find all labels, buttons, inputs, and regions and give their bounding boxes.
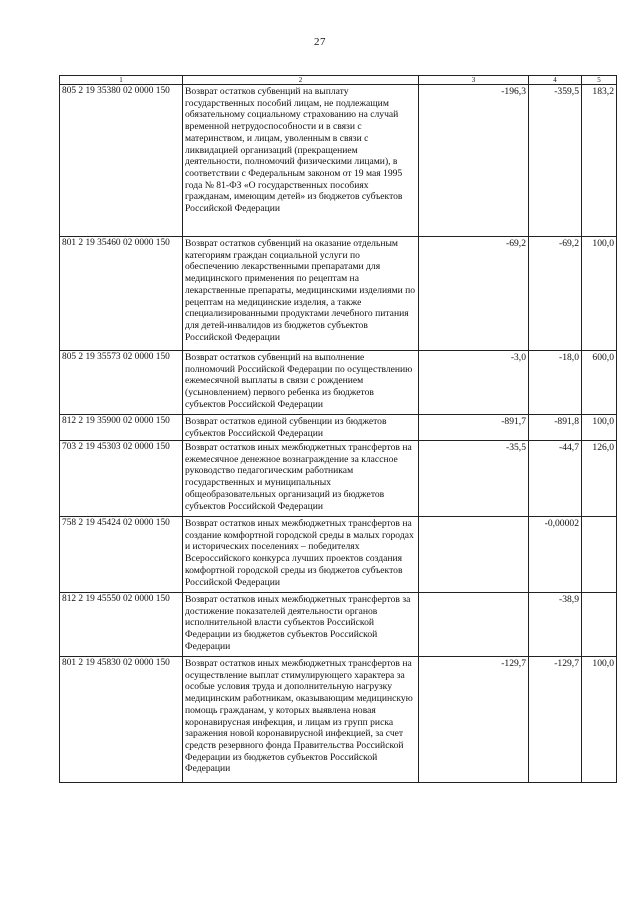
budget-code-cell: 801 2 19 35460 02 0000 150: [60, 237, 183, 351]
table-row: [60, 85, 617, 237]
table-row: [60, 441, 617, 517]
header-row: [60, 76, 617, 85]
percent-cell-col5: 600,0: [582, 351, 617, 415]
value-cell-col4: -44,7: [529, 441, 582, 517]
budget-table: [59, 75, 617, 783]
value-cell-col3: -196,3: [419, 85, 529, 237]
revenue-name-cell: Возврат остатков субвенций на выполнение полномочий Российской Федерации по осуществлению ежемесячной выплаты в связи с рождением (усыновлением) первого ребенка из бюджетов субъектов Российской Федерации: [183, 351, 419, 415]
revenue-name-cell: Возврат остатков иных межбюджетных трансфертов на создание комфортной городской среды в малых городах и исторических поселениях – победителях Всероссийского конкурса лучших проектов создания комфортной городской среды из бюджетов субъектов Российской Федерации: [183, 517, 419, 593]
value-cell-col3: -69,2: [419, 237, 529, 351]
revenue-name-cell: Возврат остатков иных межбюджетных трансфертов на осуществление выплат стимулирующего характера за особые условия труда и дополнительную нагрузку медицинским работникам, оказывающим медицинскую помощь гражданам, у которых выявлена новая коронавирусная инфекция, и лицам из групп риска заражения новой коронавирусной инфекцией, за счет средств резервного фонда Правительства Российской Федерации из бюджетов субъектов Российской Федерации: [183, 657, 419, 783]
column-header-5: 5: [582, 76, 617, 85]
revenue-name-cell: Возврат остатков субвенций на оказание отдельным категориям граждан социальной услуги по обеспечению лекарственными препаратами для медицинского применения по рецептам на лекарственные препараты, медицинскими изделиями по рецептам на медицинские изделия, а также специализированными продуктами лечебного питания для детей-инвалидов из бюджетов субъектов Российской Федерации: [183, 237, 419, 351]
budget-code-cell: 812 2 19 45550 02 0000 150: [60, 593, 183, 657]
value-cell-col4: -0,00002: [529, 517, 582, 593]
percent-cell-col5: 126,0: [582, 441, 617, 517]
table-row: [60, 657, 617, 783]
value-cell-col3: -129,7: [419, 657, 529, 783]
revenue-name-cell: Возврат остатков иных межбюджетных трансфертов на ежемесячное денежное вознаграждение за классное руководство педагогическим работникам государственных и муниципальных общеобразовательных организаций из бюджетов субъектов Российской Федерации: [183, 441, 419, 517]
value-cell-col3: -891,7: [419, 415, 529, 441]
revenue-name-cell: Возврат остатков единой субвенции из бюджетов субъектов Российской Федерации: [183, 415, 419, 441]
budget-code-cell: 801 2 19 45830 02 0000 150: [60, 657, 183, 783]
revenue-name-cell: Возврат остатков субвенций на выплату государственных пособий лицам, не подлежащим обязательному социальному страхованию на случай временной нетрудоспособности и в связи с материнством, и лицам, уволенным в связи с ликвидацией организаций (прекращением деятельности, полномочий физическими лицами), в соответствии с Федеральным законом от 19 мая 1995 года № 81-ФЗ «О государственных пособиях гражданам, имеющим детей» из бюджетов субъектов Российской Федерации: [183, 85, 419, 237]
value-cell-col4: -891,8: [529, 415, 582, 441]
table-row: [60, 593, 617, 657]
percent-cell-col5: [582, 517, 617, 593]
table-row: [60, 415, 617, 441]
table-row: [60, 351, 617, 415]
value-cell-col3: -3,0: [419, 351, 529, 415]
budget-code-cell: 758 2 19 45424 02 0000 150: [60, 517, 183, 593]
column-header-1: 1: [60, 76, 183, 85]
value-cell-col4: -129,7: [529, 657, 582, 783]
value-cell-col3: [419, 517, 529, 593]
table-row: [60, 517, 617, 593]
value-cell-col4: -359,5: [529, 85, 582, 237]
percent-cell-col5: 100,0: [582, 415, 617, 441]
value-cell-col3: [419, 593, 529, 657]
budget-code-cell: 812 2 19 35900 02 0000 150: [60, 415, 183, 441]
column-header-2: 2: [183, 76, 419, 85]
percent-cell-col5: 183,2: [582, 85, 617, 237]
budget-code-cell: 703 2 19 45303 02 0000 150: [60, 441, 183, 517]
percent-cell-col5: 100,0: [582, 237, 617, 351]
value-cell-col4: -18,0: [529, 351, 582, 415]
column-header-4: 4: [529, 76, 582, 85]
percent-cell-col5: [582, 593, 617, 657]
value-cell-col4: -69,2: [529, 237, 582, 351]
value-cell-col3: -35,5: [419, 441, 529, 517]
table-row: [60, 237, 617, 351]
percent-cell-col5: 100,0: [582, 657, 617, 783]
budget-code-cell: 805 2 19 35573 02 0000 150: [60, 351, 183, 415]
budget-code-cell: 805 2 19 35380 02 0000 150: [60, 85, 183, 237]
value-cell-col4: -38,9: [529, 593, 582, 657]
column-header-3: 3: [419, 76, 529, 85]
page-number: 27: [314, 36, 326, 48]
revenue-name-cell: Возврат остатков иных межбюджетных трансфертов за достижение показателей деятельности органов исполнительной власти субъектов Российской Федерации из бюджетов субъектов Российской Федерации: [183, 593, 419, 657]
